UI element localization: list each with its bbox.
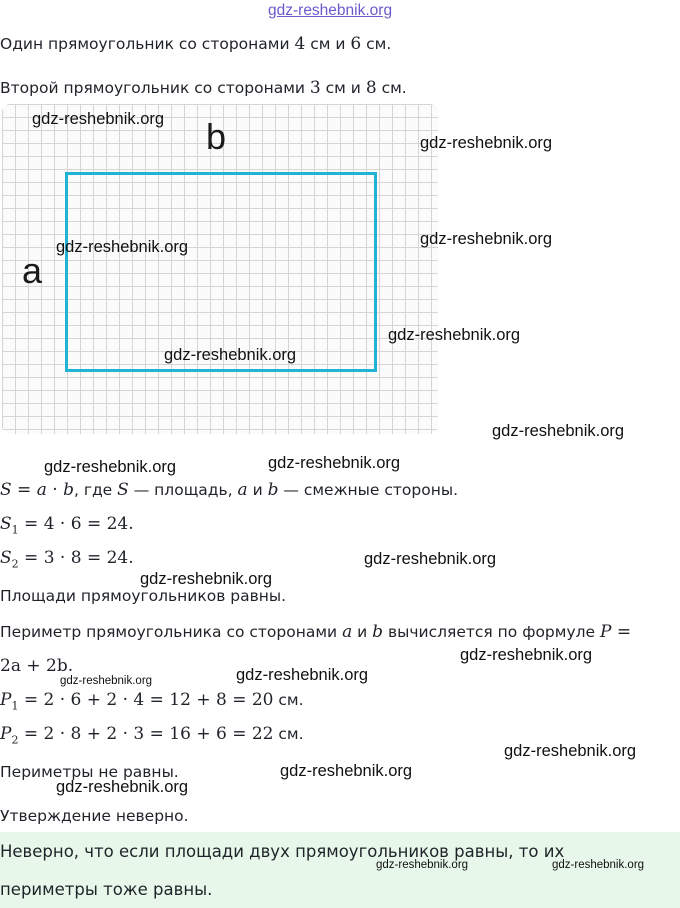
verdict: Утверждение неверно.: [0, 807, 189, 825]
area-s2: $S_2 = 3 \cdot 8 = 24$.: [0, 548, 134, 571]
watermark: gdz-reshebnik.org: [44, 458, 177, 476]
watermark: gdz-reshebnik.org: [376, 859, 469, 871]
perimeter-p1: $P_1 = 2 \cdot 6 + 2 \cdot 4 = 12 + 8 = 20$ см.: [0, 690, 304, 713]
watermark: gdz-reshebnik.org: [268, 454, 401, 472]
watermark: gdz-reshebnik.org: [140, 570, 273, 588]
watermark: gdz-reshebnik.org: [364, 550, 497, 568]
perimeter-intro: Периметр прямоугольника со сторонами a и b вычисляется по формуле P =: [0, 622, 632, 642]
watermark: gdz-reshebnik.org: [460, 646, 593, 664]
watermark-top[interactable]: gdz-reshebnik.org: [268, 2, 393, 19]
side-label-a: a: [22, 250, 43, 291]
watermark: gdz-reshebnik.org: [56, 778, 189, 796]
watermark: gdz-reshebnik.org: [388, 326, 521, 344]
perimeter-p2: $P_2 = 2 \cdot 8 + 2 \cdot 3 = 16 + 6 = 22$ см.: [0, 724, 304, 747]
intro-line-1: Один прямоугольник со сторонами 4 см и 6 см.: [0, 34, 392, 54]
side-label-b: b: [206, 116, 227, 157]
perimeter-formula-cont: 2a + 2b.: [0, 656, 74, 676]
watermark: gdz-reshebnik.org: [60, 675, 153, 687]
area-conclusion: Площади прямоугольников равны.: [0, 587, 287, 605]
watermark: gdz-reshebnik.org: [164, 346, 297, 364]
watermark: gdz-reshebnik.org: [492, 422, 625, 440]
watermark: gdz-reshebnik.org: [552, 859, 645, 871]
watermark: gdz-reshebnik.org: [236, 666, 369, 684]
perimeter-conclusion: Периметры не равны.: [0, 763, 179, 781]
watermark: gdz-reshebnik.org: [504, 742, 637, 760]
area-formula: S = a · b, где S — площадь, a и b — смежные стороны.: [0, 480, 459, 500]
watermark: gdz-reshebnik.org: [56, 238, 189, 256]
watermark: gdz-reshebnik.org: [420, 134, 553, 152]
answer-line-2: периметры тоже равны.: [0, 880, 213, 899]
watermark: gdz-reshebnik.org: [280, 762, 413, 780]
intro-line-2: Второй прямоугольник со сторонами 3 см и 8 см.: [0, 78, 407, 98]
area-s1: $S_1 = 4 \cdot 6 = 24$.: [0, 514, 134, 537]
watermark: gdz-reshebnik.org: [420, 230, 553, 248]
answer-line-1: Неверно, что если площади двух прямоугольников равны, то их: [0, 842, 565, 861]
watermark: gdz-reshebnik.org: [32, 110, 165, 128]
rectangle-outline: [65, 172, 377, 372]
